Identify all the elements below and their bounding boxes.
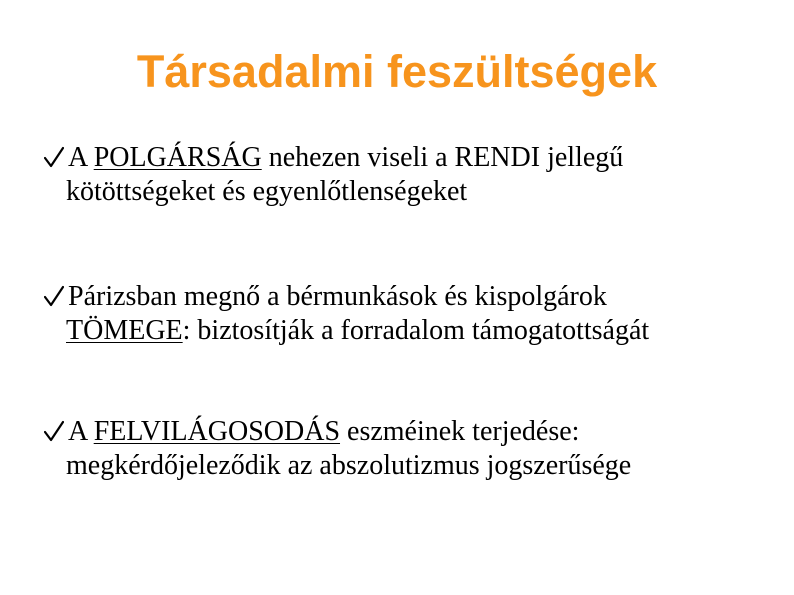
bullet-continuation — [66, 175, 467, 209]
bullet-keyword: TÖMEGE — [66, 315, 183, 346]
checkmark-icon — [44, 284, 64, 308]
bullet-text: eszméinek terjedése: — [340, 416, 580, 447]
bullet-line — [68, 280, 607, 314]
bullet-line — [68, 415, 579, 449]
checkmark-icon — [44, 419, 64, 443]
bullet-continuation — [66, 314, 649, 348]
bullet-text: A — [68, 142, 94, 173]
bullet-text: nehezen viseli a RENDI jellegű — [261, 142, 624, 173]
slide-title: Társadalmi feszültségek — [136, 46, 658, 97]
checkmark-icon — [44, 145, 64, 169]
bullet-keyword: POLGÁRSÁG — [93, 142, 262, 173]
bullet-text: Párizsban megnő a bérmunkások és kispolgárok — [68, 281, 607, 312]
bullet-text: A — [68, 416, 94, 447]
bullet-continuation — [66, 449, 631, 483]
bullet-text: megkérdőjeleződik az abszolutizmus jogszerűsége — [66, 450, 632, 481]
bullet-text: kötöttségeket és egyenlőtlenségeket — [66, 176, 468, 207]
bullet-text: : biztosítják a forradalom támogatottságát — [182, 315, 650, 346]
bullet-line — [68, 141, 623, 175]
bullet-keyword: FELVILÁGOSODÁS — [93, 416, 341, 447]
